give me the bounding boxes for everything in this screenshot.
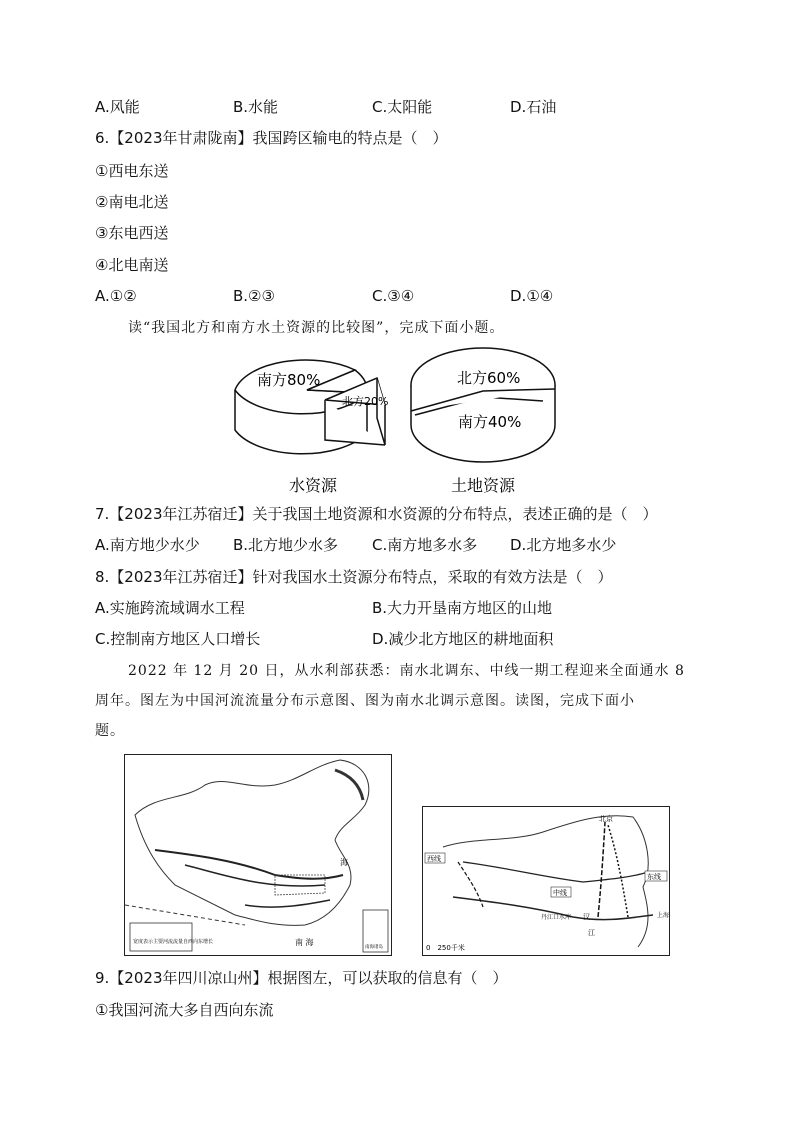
q5-option-b: B.水能 (233, 98, 279, 116)
q7-option-c: C.南方地多水多 (372, 536, 478, 554)
diversion-map-han-label: 汉 (583, 913, 590, 921)
map-intro-line-1: 2022 年 12 月 20 日，从水利部获悉：南水北调东、中线一期工程迎来全面通水 8 (128, 663, 685, 679)
q7-option-b: B.北方地少水多 (233, 536, 339, 554)
q8-option-a: A.实施跨流域调水工程 (95, 599, 245, 617)
river-map-east-sea-label: 海 (340, 858, 348, 867)
q6-item-2: ②南电北送 (95, 193, 169, 211)
q6-stem: 6.【2023年甘肃陇南】我国跨区输电的特点是（ ） (95, 129, 448, 147)
q9-item-1: ①我国河流大多自西向东流 (95, 1001, 274, 1019)
map-intro-line-2: 周年。图左为中国河流流量分布示意图、图为南水北调示意图。读图，完成下面小 (95, 693, 635, 709)
diversion-map-jiang-label: 江 (588, 929, 595, 937)
diversion-map-middle-label: 中线 (553, 889, 567, 897)
map-intro-line-3: 题。 (95, 723, 125, 739)
river-flow-map-drawing (125, 755, 391, 955)
diversion-map-scale: 0 250千米 (426, 944, 465, 952)
river-flow-map (124, 754, 392, 956)
water-diversion-map (422, 806, 670, 956)
river-map-inset-label: 南海诸岛 (365, 945, 383, 950)
q8-stem: 8.【2023年江苏宿迁】针对我国水土资源分布特点，采取的有效方法是（ ） (95, 568, 613, 586)
land-pie-caption: 土地资源 (451, 476, 516, 495)
q9-stem: 9.【2023年四川凉山州】根据图左，可以获取的信息有（ ） (95, 969, 508, 987)
q7-option-a: A.南方地少水少 (95, 536, 200, 554)
diversion-map-east-label: 东线 (647, 873, 661, 881)
q6-item-4: ④北电南送 (95, 256, 169, 274)
q5-option-d: D.石油 (510, 98, 557, 116)
q6-option-b: B.②③ (233, 287, 275, 305)
pie-figure (225, 345, 575, 500)
q6-option-a: A.①② (95, 287, 137, 305)
land-pie-south-label: 南方40% (458, 413, 522, 431)
q8-option-c: C.控制南方地区人口增长 (95, 630, 261, 648)
q8-option-b: B.大力开垦南方地区的山地 (372, 599, 553, 617)
q6-item-3: ③东电西送 (95, 224, 169, 242)
water-pie-caption: 水资源 (289, 476, 338, 495)
pie-intro: 读“我国北方和南方水土资源的比较图”，完成下面小题。 (128, 320, 505, 336)
q6-option-c: C.③④ (372, 287, 415, 305)
q7-stem: 7.【2023年江苏宿迁】关于我国土地资源和水资源的分布特点，表述正确的是（ ） (95, 505, 658, 523)
land-pie-north-label: 北方60% (457, 369, 521, 387)
diversion-map-west-label: 西线 (427, 855, 441, 863)
water-diversion-map-drawing (423, 807, 669, 955)
diversion-map-reservoir-label: 丹江口水库 (541, 914, 572, 921)
q6-item-1: ①西电东送 (95, 162, 169, 180)
water-pie-north-label: 北方20% (342, 395, 389, 408)
river-map-south-sea-label: 南 海 (295, 938, 314, 947)
land-pie (411, 348, 555, 462)
diversion-map-beijing-label: 北京 (599, 815, 613, 823)
q5-option-a: A.风能 (95, 98, 140, 116)
water-pie-south-label: 南方80% (257, 371, 321, 389)
diversion-map-shanghai-label: 上海 (657, 912, 669, 919)
q8-option-d: D.减少北方地区的耕地面积 (372, 630, 554, 648)
q5-option-c: C.太阳能 (372, 98, 433, 116)
q6-option-d: D.①④ (510, 287, 554, 305)
q7-option-d: D.北方地多水少 (510, 536, 617, 554)
river-map-legend: 宽度表示主要河流流量自西向东增长 (133, 939, 214, 945)
